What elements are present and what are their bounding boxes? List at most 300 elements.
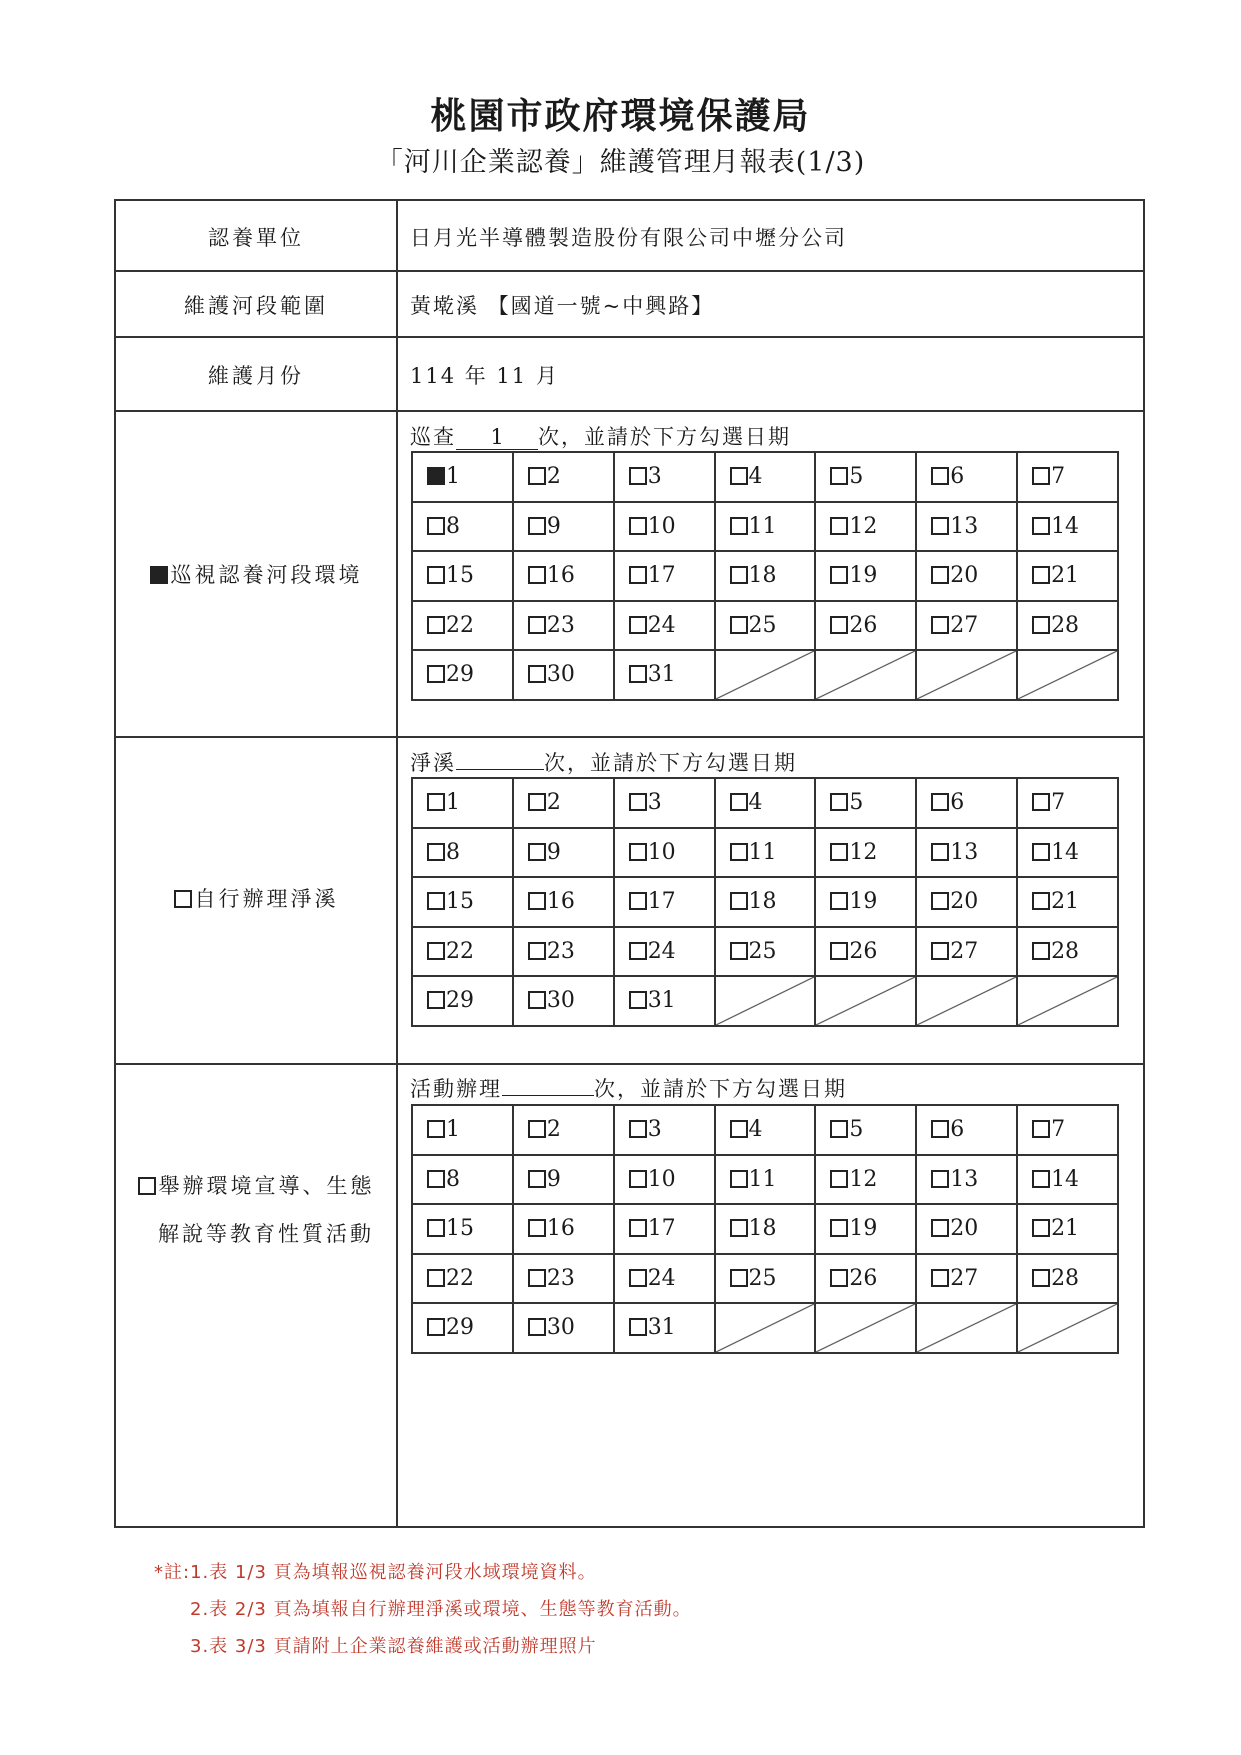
day-checkbox[interactable]	[830, 1170, 848, 1188]
day-checkbox[interactable]	[730, 1120, 748, 1138]
day-number: 6	[950, 1117, 965, 1143]
day-checkbox[interactable]	[427, 517, 445, 535]
empty-cell	[916, 650, 1017, 700]
day-cell[interactable]	[815, 551, 916, 601]
day-number: 16	[546, 1216, 575, 1242]
day-cell[interactable]	[815, 1155, 916, 1205]
day-cell[interactable]	[513, 828, 614, 878]
day-cell[interactable]	[614, 1303, 715, 1353]
day-cell[interactable]	[513, 502, 614, 552]
day-checkbox[interactable]	[528, 1318, 546, 1336]
day-number: 12	[849, 513, 878, 539]
day-checkbox[interactable]	[427, 1219, 445, 1237]
patrol-days-table	[411, 451, 1119, 701]
day-cell[interactable]	[513, 1303, 614, 1353]
day-row	[412, 1254, 1118, 1304]
day-cell[interactable]	[916, 778, 1017, 828]
day-number: 10	[647, 839, 676, 865]
month-label: 維護月份	[208, 364, 304, 388]
day-checkbox[interactable]	[427, 1170, 445, 1188]
day-number: 7	[1051, 464, 1066, 490]
day-number: 5	[849, 464, 864, 490]
day-cell[interactable]	[916, 927, 1017, 977]
day-cell[interactable]	[815, 778, 916, 828]
day-checkbox[interactable]	[1032, 793, 1050, 811]
day-checkbox[interactable]	[427, 793, 445, 811]
day-checkbox[interactable]	[629, 616, 647, 634]
day-row	[412, 452, 1118, 502]
day-number: 23	[546, 938, 575, 964]
day-number: 22	[446, 1265, 474, 1291]
day-number: 4	[748, 464, 763, 490]
day-checkbox[interactable]	[931, 467, 949, 485]
day-checkbox[interactable]	[730, 1219, 748, 1237]
day-checkbox[interactable]	[931, 843, 949, 861]
day-checkbox[interactable]	[528, 1170, 546, 1188]
day-checkbox[interactable]	[830, 517, 848, 535]
day-number: 12	[849, 839, 878, 865]
day-cell[interactable]	[412, 976, 513, 1026]
section-cleanup-checkbox[interactable]	[174, 890, 192, 908]
day-checkbox[interactable]	[427, 892, 445, 910]
day-checkbox[interactable]	[629, 843, 647, 861]
day-checkbox[interactable]	[528, 467, 546, 485]
day-number: 30	[546, 988, 575, 1014]
day-checkbox[interactable]	[730, 1170, 748, 1188]
day-checkbox[interactable]	[730, 566, 748, 584]
empty-cell	[1017, 650, 1118, 700]
day-checkbox[interactable]	[427, 1318, 445, 1336]
day-cell[interactable]	[1017, 601, 1118, 651]
day-checkbox[interactable]	[528, 843, 546, 861]
day-number: 21	[1051, 1216, 1080, 1242]
page-subtitle: 「河川企業認養」維護管理月報表(1/3)	[375, 147, 866, 178]
day-checkbox[interactable]	[629, 467, 647, 485]
activity-count-line	[410, 1073, 847, 1103]
day-cell[interactable]	[513, 551, 614, 601]
day-checkbox[interactable]	[730, 942, 748, 960]
activity-count-field[interactable]	[502, 1095, 594, 1096]
day-number: 31	[647, 1315, 676, 1341]
day-cell[interactable]	[1017, 778, 1118, 828]
day-cell[interactable]	[412, 877, 513, 927]
day-checkbox[interactable]	[629, 1318, 647, 1336]
day-checkbox[interactable]	[629, 665, 647, 683]
day-number: 19	[849, 889, 878, 915]
day-checkbox[interactable]	[730, 843, 748, 861]
day-checkbox[interactable]	[931, 1170, 949, 1188]
day-number: 7	[1051, 1117, 1066, 1143]
day-row	[412, 650, 1118, 700]
day-checkbox[interactable]	[427, 991, 445, 1009]
day-checkbox[interactable]	[528, 991, 546, 1009]
day-number: 23	[546, 612, 575, 638]
day-checkbox[interactable]	[528, 616, 546, 634]
empty-cell	[815, 1303, 916, 1353]
empty-cell	[815, 650, 916, 700]
day-row	[412, 1204, 1118, 1254]
empty-cell	[815, 976, 916, 1026]
count-prefix: 巡查	[410, 425, 456, 449]
day-number: 4	[748, 1117, 763, 1143]
empty-cell	[715, 1303, 816, 1353]
day-number: 20	[950, 889, 979, 915]
day-number: 24	[647, 938, 676, 964]
note-line: *註:1.表 1/3 頁為填報巡視認養河段水域環境資料。	[154, 1562, 597, 1583]
day-number: 25	[748, 938, 777, 964]
day-cell[interactable]	[1017, 1105, 1118, 1155]
day-checkbox[interactable]	[1032, 1219, 1050, 1237]
day-cell[interactable]	[614, 1155, 715, 1205]
day-cell[interactable]	[916, 828, 1017, 878]
count-suffix: 次，並請於下方勾選日期	[544, 751, 797, 775]
day-checkbox[interactable]	[528, 517, 546, 535]
day-number: 17	[647, 563, 676, 589]
day-cell[interactable]	[715, 452, 816, 502]
day-cell[interactable]	[614, 502, 715, 552]
day-number: 30	[546, 1315, 575, 1341]
day-number: 18	[748, 1216, 777, 1242]
day-cell[interactable]	[412, 551, 513, 601]
day-checkbox[interactable]	[931, 616, 949, 634]
report-form	[114, 199, 1145, 1528]
day-number: 13	[950, 1166, 979, 1192]
day-checkbox[interactable]	[730, 793, 748, 811]
day-checkbox[interactable]	[427, 843, 445, 861]
empty-cell	[1017, 976, 1118, 1026]
day-cell[interactable]	[412, 452, 513, 502]
day-checkbox[interactable]	[427, 942, 445, 960]
day-number: 29	[446, 988, 474, 1014]
day-number: 2	[546, 1117, 561, 1143]
day-number: 14	[1051, 839, 1080, 865]
day-cell[interactable]	[1017, 877, 1118, 927]
day-number: 26	[849, 1265, 878, 1291]
day-checkbox[interactable]	[931, 892, 949, 910]
day-cell[interactable]	[1017, 1155, 1118, 1205]
day-cell[interactable]	[412, 927, 513, 977]
day-checkbox[interactable]	[427, 1120, 445, 1138]
day-number: 22	[446, 938, 474, 964]
day-checkbox[interactable]	[528, 1219, 546, 1237]
cleanup-days-table	[411, 777, 1119, 1027]
day-checkbox[interactable]	[1032, 1170, 1050, 1188]
day-row	[412, 601, 1118, 651]
section-cleanup-label	[116, 875, 396, 923]
day-cell[interactable]	[614, 650, 715, 700]
day-cell[interactable]	[614, 1105, 715, 1155]
day-checkbox[interactable]	[730, 467, 748, 485]
day-checkbox[interactable]	[427, 467, 445, 485]
day-number: 11	[748, 1166, 777, 1192]
day-cell[interactable]	[916, 1204, 1017, 1254]
day-number: 19	[849, 563, 878, 589]
day-cell[interactable]	[815, 1204, 916, 1254]
day-number: 16	[546, 563, 575, 589]
day-cell[interactable]	[412, 1204, 513, 1254]
day-cell[interactable]	[412, 1105, 513, 1155]
day-cell[interactable]	[513, 778, 614, 828]
day-cell[interactable]	[715, 502, 816, 552]
day-number: 28	[1051, 938, 1080, 964]
day-cell[interactable]	[513, 1105, 614, 1155]
day-row	[412, 551, 1118, 601]
day-number: 5	[849, 790, 864, 816]
day-number: 6	[950, 790, 965, 816]
day-checkbox[interactable]	[629, 517, 647, 535]
day-checkbox[interactable]	[931, 1120, 949, 1138]
day-number: 8	[446, 1166, 460, 1192]
month-value: 114 年 11 月	[410, 364, 559, 388]
day-checkbox[interactable]	[830, 1120, 848, 1138]
day-number: 17	[647, 1216, 676, 1242]
day-number: 31	[647, 662, 676, 688]
day-cell[interactable]	[916, 1155, 1017, 1205]
count-suffix: 次，並請於下方勾選日期	[538, 425, 791, 449]
day-cell[interactable]	[916, 1105, 1017, 1155]
day-cell[interactable]	[614, 1204, 715, 1254]
day-checkbox[interactable]	[1032, 566, 1050, 584]
day-cell[interactable]	[513, 927, 614, 977]
day-checkbox[interactable]	[830, 1219, 848, 1237]
day-cell[interactable]	[715, 601, 816, 651]
day-number: 26	[849, 612, 878, 638]
day-cell[interactable]	[412, 1254, 513, 1304]
day-cell[interactable]	[715, 828, 816, 878]
day-row	[412, 1303, 1118, 1353]
day-cell[interactable]	[412, 828, 513, 878]
day-cell[interactable]	[614, 877, 715, 927]
day-checkbox[interactable]	[629, 566, 647, 584]
day-checkbox[interactable]	[629, 892, 647, 910]
day-checkbox[interactable]	[1032, 467, 1050, 485]
day-checkbox[interactable]	[528, 566, 546, 584]
day-checkbox[interactable]	[931, 1269, 949, 1287]
day-number: 9	[546, 513, 561, 539]
day-checkbox[interactable]	[830, 892, 848, 910]
day-number: 14	[1051, 513, 1080, 539]
day-cell[interactable]	[715, 877, 816, 927]
day-checkbox[interactable]	[629, 1170, 647, 1188]
day-cell[interactable]	[916, 601, 1017, 651]
day-row	[412, 1105, 1118, 1155]
day-cell[interactable]	[1017, 551, 1118, 601]
day-cell[interactable]	[715, 551, 816, 601]
day-number: 28	[1051, 1265, 1080, 1291]
day-cell[interactable]	[815, 502, 916, 552]
day-checkbox[interactable]	[1032, 517, 1050, 535]
day-cell[interactable]	[916, 877, 1017, 927]
day-cell[interactable]	[412, 601, 513, 651]
day-cell[interactable]	[916, 452, 1017, 502]
day-checkbox[interactable]	[1032, 843, 1050, 861]
section-activity-checkbox[interactable]	[138, 1177, 156, 1195]
day-checkbox[interactable]	[730, 517, 748, 535]
day-row	[412, 502, 1118, 552]
day-number: 5	[849, 1117, 864, 1143]
day-cell[interactable]	[513, 601, 614, 651]
section-label-text: 解說等教育性質活動	[158, 1222, 374, 1246]
day-number: 10	[647, 513, 676, 539]
day-number: 18	[748, 563, 777, 589]
day-cell[interactable]	[614, 452, 715, 502]
day-checkbox[interactable]	[528, 1269, 546, 1287]
day-cell[interactable]	[815, 452, 916, 502]
column-divider	[396, 201, 398, 1526]
day-cell[interactable]	[412, 1155, 513, 1205]
day-number: 13	[950, 839, 979, 865]
day-cell[interactable]	[815, 1254, 916, 1304]
day-checkbox[interactable]	[427, 566, 445, 584]
day-checkbox[interactable]	[427, 1269, 445, 1287]
day-cell[interactable]	[513, 1155, 614, 1205]
day-cell[interactable]	[412, 778, 513, 828]
row-divider	[116, 1063, 1143, 1065]
day-cell[interactable]	[1017, 927, 1118, 977]
day-number: 29	[446, 1315, 474, 1341]
section-label-text: 巡視認養河段環境	[170, 563, 363, 587]
day-row	[412, 976, 1118, 1026]
day-cell[interactable]	[715, 927, 816, 977]
day-number: 19	[849, 1216, 878, 1242]
day-cell[interactable]	[412, 1303, 513, 1353]
patrol-count-field[interactable]: 1	[456, 425, 538, 450]
day-cell[interactable]	[614, 778, 715, 828]
day-checkbox[interactable]	[629, 991, 647, 1009]
cleanup-count-line	[410, 747, 797, 777]
day-checkbox[interactable]	[1032, 616, 1050, 634]
day-checkbox[interactable]	[1032, 1120, 1050, 1138]
day-checkbox[interactable]	[528, 665, 546, 683]
count-prefix: 活動辦理	[410, 1077, 502, 1101]
day-number: 30	[546, 662, 575, 688]
day-number: 27	[950, 938, 979, 964]
day-cell[interactable]	[1017, 502, 1118, 552]
row-divider	[116, 336, 1143, 338]
day-checkbox[interactable]	[830, 843, 848, 861]
day-cell[interactable]	[614, 601, 715, 651]
day-checkbox[interactable]	[629, 1269, 647, 1287]
day-cell[interactable]	[513, 650, 614, 700]
day-row	[412, 877, 1118, 927]
day-cell[interactable]	[614, 927, 715, 977]
day-checkbox[interactable]	[528, 942, 546, 960]
footnotes	[154, 1554, 692, 1665]
day-checkbox[interactable]	[528, 793, 546, 811]
day-checkbox[interactable]	[730, 892, 748, 910]
day-checkbox[interactable]	[931, 1219, 949, 1237]
day-number: 27	[950, 1265, 979, 1291]
section-patrol-checkbox[interactable]	[150, 566, 168, 584]
day-cell[interactable]	[815, 1105, 916, 1155]
day-cell[interactable]	[614, 828, 715, 878]
day-checkbox[interactable]	[629, 1120, 647, 1138]
unit-label: 認養單位	[208, 226, 304, 250]
day-cell[interactable]	[614, 1254, 715, 1304]
row-divider	[116, 270, 1143, 272]
day-cell[interactable]	[1017, 828, 1118, 878]
cleanup-count-field[interactable]	[456, 769, 544, 770]
day-cell[interactable]	[916, 1254, 1017, 1304]
day-cell[interactable]	[412, 650, 513, 700]
day-cell[interactable]	[916, 502, 1017, 552]
note-line: 3.表 3/3 頁請附上企業認養維護或活動辦理照片	[190, 1636, 597, 1657]
day-checkbox[interactable]	[830, 467, 848, 485]
day-number: 7	[1051, 790, 1066, 816]
day-cell[interactable]	[715, 1105, 816, 1155]
day-cell[interactable]	[1017, 452, 1118, 502]
day-row	[412, 1155, 1118, 1205]
day-checkbox[interactable]	[427, 616, 445, 634]
day-number: 23	[546, 1265, 575, 1291]
activity-days-table	[411, 1104, 1119, 1354]
day-cell[interactable]	[815, 927, 916, 977]
day-cell[interactable]	[715, 1155, 816, 1205]
day-checkbox[interactable]	[629, 942, 647, 960]
day-checkbox[interactable]	[528, 892, 546, 910]
day-cell[interactable]	[715, 778, 816, 828]
day-cell[interactable]	[513, 1254, 614, 1304]
day-cell[interactable]	[513, 877, 614, 927]
day-checkbox[interactable]	[528, 1120, 546, 1138]
day-cell[interactable]	[614, 976, 715, 1026]
day-cell[interactable]	[513, 1204, 614, 1254]
day-checkbox[interactable]	[427, 665, 445, 683]
day-number: 27	[950, 612, 979, 638]
day-checkbox[interactable]	[931, 942, 949, 960]
day-number: 9	[546, 839, 561, 865]
day-checkbox[interactable]	[830, 793, 848, 811]
day-checkbox[interactable]	[830, 1269, 848, 1287]
day-checkbox[interactable]	[830, 616, 848, 634]
day-cell[interactable]	[815, 828, 916, 878]
day-checkbox[interactable]	[730, 616, 748, 634]
day-number: 22	[446, 612, 474, 638]
day-number: 14	[1051, 1166, 1080, 1192]
day-cell[interactable]	[614, 551, 715, 601]
day-cell[interactable]	[715, 1254, 816, 1304]
day-checkbox[interactable]	[931, 517, 949, 535]
day-number: 6	[950, 464, 965, 490]
page-title: 桃園市政府環境保護局	[430, 95, 811, 137]
day-cell[interactable]	[513, 976, 614, 1026]
row-divider	[116, 736, 1143, 738]
day-checkbox[interactable]	[931, 793, 949, 811]
day-cell[interactable]	[513, 452, 614, 502]
day-cell[interactable]	[1017, 1204, 1118, 1254]
day-cell[interactable]	[412, 502, 513, 552]
day-checkbox[interactable]	[1032, 892, 1050, 910]
day-number: 3	[647, 1117, 662, 1143]
day-checkbox[interactable]	[1032, 1269, 1050, 1287]
day-checkbox[interactable]	[629, 1219, 647, 1237]
day-checkbox[interactable]	[931, 566, 949, 584]
day-number: 21	[1051, 889, 1080, 915]
day-checkbox[interactable]	[730, 1269, 748, 1287]
day-cell[interactable]	[1017, 1254, 1118, 1304]
day-checkbox[interactable]	[830, 942, 848, 960]
day-checkbox[interactable]	[629, 793, 647, 811]
day-cell[interactable]	[916, 551, 1017, 601]
day-cell[interactable]	[715, 1204, 816, 1254]
day-checkbox[interactable]	[830, 566, 848, 584]
day-checkbox[interactable]	[1032, 942, 1050, 960]
section-patrol-label	[116, 551, 396, 599]
day-number: 3	[647, 464, 662, 490]
day-cell[interactable]	[815, 877, 916, 927]
day-number: 4	[748, 790, 763, 816]
day-cell[interactable]	[815, 601, 916, 651]
